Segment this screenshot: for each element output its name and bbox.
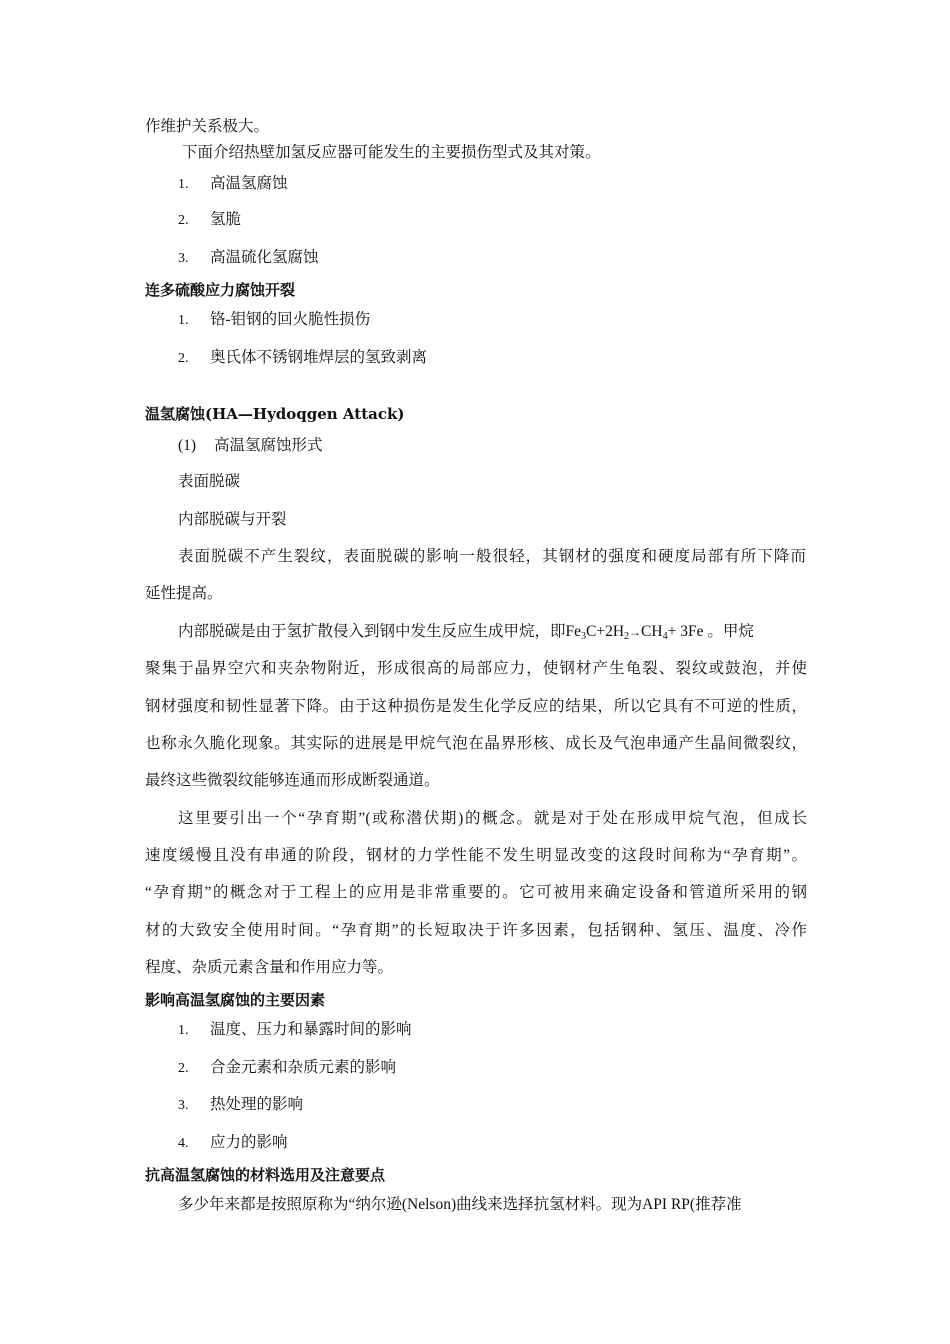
paragraph-line: 也称永久脆化现象。其实际的进展是甲烷气泡在晶界形核、成长及气泡串通产生晶间微裂纹， (145, 735, 807, 752)
paragraph-line: 速度缓慢且没有串通的阶段，钢材的力学性能不发生明显改变的这段时间称为“孕育期”。 (145, 847, 807, 864)
list-number: 3. (178, 251, 189, 266)
paragraph-line: 表面脱碳不产生裂纹，表面脱碳的影响一般很轻，其钢材的强度和硬度局部有所下降而 (178, 548, 806, 565)
subsection-text: 高温氢腐蚀形式 (214, 437, 323, 454)
paragraph-line: 延性提高。 (145, 585, 223, 602)
paragraph-line: 内部脱碳与开裂 (178, 511, 287, 528)
list-number: 1. (178, 1023, 189, 1038)
list-text: 热处理的影响 (210, 1096, 304, 1113)
section-heading: 连多硫酸应力腐蚀开裂 (145, 281, 296, 299)
list-text: 高温硫化氢腐蚀 (210, 249, 319, 266)
list-text: 温度、压力和暴露时间的影响 (210, 1021, 412, 1038)
list-number: 2. (178, 1061, 189, 1076)
section-heading: 抗高温氢腐蚀的材料选用及注意要点 (145, 1166, 386, 1184)
paragraph-line: 钢材强度和韧性显著下降。由于这种损伤是发生化学反应的结果，所以它具有不可逆的性质， (145, 698, 807, 715)
paragraph-line: 表面脱碳 (178, 473, 241, 490)
paragraph-line-formula (178, 622, 808, 642)
list-number: 4. (178, 1136, 189, 1151)
paragraph-line: 多少年来都是按照原称为“纳尔逊(Nelson)曲线来选择抗氢材料。现为API RP(推荐准 (178, 1196, 742, 1213)
formula-subscript: 2 (624, 631, 630, 642)
paragraph-line: 材的大致安全使用时间。“孕育期”的长短取决于许多因素，包括钢种、氢压、温度、冷作 (145, 922, 807, 939)
section-heading: 影响高温氢腐蚀的主要因素 (145, 991, 326, 1009)
list-item (178, 1133, 288, 1154)
formula-text: + 3Fe 。甲烷 (667, 623, 754, 640)
list-number: 2. (178, 213, 189, 228)
paragraph-line: 下面介绍热壁加氢反应器可能发生的主要损伤型式及其对策。 (182, 144, 601, 161)
list-text: 合金元素和杂质元素的影响 (210, 1059, 397, 1076)
list-text: 应力的影响 (210, 1134, 288, 1151)
formula-text: C+2H (586, 623, 625, 640)
paragraph-line: 程度、杂质元素含量和作用应力等。 (145, 959, 394, 976)
formula-subscript: 3 (581, 631, 587, 642)
list-number: 2. (178, 351, 189, 366)
section-heading: 温氢腐蚀(HA—Hydoqgen Attack) (145, 405, 405, 423)
list-number: 1. (178, 177, 189, 192)
paragraph-line: 这里要引出一个“孕育期”(或称潜伏期)的概念。就是对于处在形成甲烷气泡，但成长 (178, 810, 807, 827)
formula-text: 内部脱碳是由于氢扩散侵入到钢中发生反应生成甲烷，即Fe (178, 623, 582, 640)
formula-subscript: 4 (662, 631, 668, 642)
list-item (178, 348, 427, 369)
paragraph-line: 最终这些微裂纹能够连通而形成断裂通道。 (145, 772, 440, 789)
paragraph-line: “孕育期”的概念对于工程上的应用是非常重要的。它可被用来确定设备和管道所采用的钢 (145, 884, 807, 901)
list-item (178, 248, 319, 269)
arrow-icon: → (629, 625, 642, 639)
list-number: 3. (178, 1098, 189, 1113)
paragraph-line: 作维护关系极大。 (145, 118, 270, 135)
list-item (178, 174, 288, 195)
list-text: 奥氏体不锈钢堆焊层的氢致剥离 (210, 349, 428, 366)
list-text: 氢脆 (210, 211, 242, 228)
subsection-number: (1) (178, 437, 197, 454)
list-item (178, 210, 241, 231)
list-number: 1. (178, 313, 189, 328)
formula-text: CH (641, 623, 663, 640)
list-item (178, 1058, 396, 1079)
subsection-heading (178, 436, 323, 456)
paragraph-line: 聚集于晶界空穴和夹杂物附近，形成很高的局部应力，使钢材产生龟裂、裂纹或鼓泡，并使 (145, 660, 807, 677)
list-item (178, 1095, 303, 1116)
list-text: 高温氢腐蚀 (210, 175, 288, 192)
list-text: 铬-钼钢的回火脆性损伤 (210, 311, 371, 328)
list-item (178, 1020, 412, 1041)
list-item (178, 310, 370, 331)
